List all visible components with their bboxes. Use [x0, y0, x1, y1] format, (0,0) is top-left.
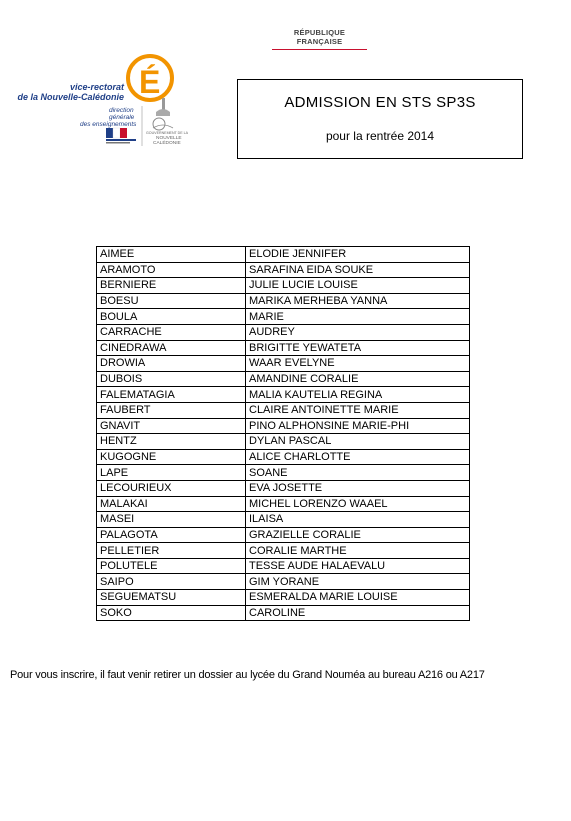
table-row	[97, 340, 470, 356]
student-last-name: PALAGOTA	[97, 527, 246, 543]
student-first-names: MARIE	[246, 309, 470, 325]
student-list-table	[96, 246, 470, 621]
table-row	[97, 324, 470, 340]
table-row	[97, 309, 470, 325]
table-row	[97, 278, 470, 294]
student-last-name: AIMEE	[97, 247, 246, 263]
table-row	[97, 496, 470, 512]
logo-province-line2: NOUVELLE	[156, 136, 182, 141]
student-last-name: POLUTELE	[97, 558, 246, 574]
student-first-names: TESSE AUDE HALAEVALU	[246, 558, 470, 574]
student-first-names: CORALIE MARTHE	[246, 543, 470, 559]
student-last-name: SEGUEMATSU	[97, 590, 246, 606]
student-last-name: MASEI	[97, 512, 246, 528]
student-last-name: LECOURIEUX	[97, 480, 246, 496]
student-first-names: SOANE	[246, 465, 470, 481]
student-first-names: SARAFINA EIDA SOUKE	[246, 262, 470, 278]
logo-vice-rectorat-line1: vice-rectorat	[69, 82, 124, 92]
logo-vice-rectorat-line2: de la Nouvelle-Calédonie	[17, 92, 124, 102]
table-row	[97, 590, 470, 606]
student-last-name: BOULA	[97, 309, 246, 325]
table-row	[97, 558, 470, 574]
student-first-names: AUDREY	[246, 324, 470, 340]
student-first-names: PINO ALPHONSINE MARIE-PHI	[246, 418, 470, 434]
table-row	[97, 465, 470, 481]
student-last-name: SOKO	[97, 605, 246, 621]
student-first-names: CLAIRE ANTOINETTE MARIE	[246, 402, 470, 418]
student-last-name: LAPE	[97, 465, 246, 481]
student-last-name: CINEDRAWA	[97, 340, 246, 356]
table-row	[97, 293, 470, 309]
table-row	[97, 402, 470, 418]
student-last-name: KUGOGNE	[97, 449, 246, 465]
student-last-name: BOESU	[97, 293, 246, 309]
table-row	[97, 418, 470, 434]
student-last-name: DUBOIS	[97, 371, 246, 387]
student-first-names: ESMERALDA MARIE LOUISE	[246, 590, 470, 606]
student-first-names: ILAISA	[246, 512, 470, 528]
table-row	[97, 387, 470, 403]
student-first-names: AMANDINE CORALIE	[246, 371, 470, 387]
student-last-name: SAIPO	[97, 574, 246, 590]
logo-direction-line2: générale	[109, 114, 135, 121]
title-box	[237, 79, 523, 159]
student-last-name: PELLETIER	[97, 543, 246, 559]
logo-direction-line1: direction	[109, 107, 134, 114]
student-last-name: HENTZ	[97, 434, 246, 450]
student-first-names: CAROLINE	[246, 605, 470, 621]
student-first-names: MARIKA MERHEBA YANNA	[246, 293, 470, 309]
vice-rectorat-logo	[17, 48, 192, 152]
table-row	[97, 434, 470, 450]
emblem-letter: É	[139, 64, 161, 100]
student-last-name: FAUBERT	[97, 402, 246, 418]
logo-province-line3: CALÉDONIE	[153, 141, 181, 146]
page-title: ADMISSION EN STS SP3S	[284, 94, 476, 111]
student-first-names: BRIGITTE YEWATETA	[246, 340, 470, 356]
table-row	[97, 543, 470, 559]
student-last-name: GNAVIT	[97, 418, 246, 434]
student-last-name: DROWIA	[97, 356, 246, 372]
table-row	[97, 371, 470, 387]
student-first-names: ALICE CHARLOTTE	[246, 449, 470, 465]
table-row	[97, 262, 470, 278]
student-first-names: EVA JOSETTE	[246, 480, 470, 496]
vice-rectorat-emblem-icon	[17, 48, 192, 152]
logo-province-line1: GOUVERNEMENT DE LA	[146, 131, 189, 135]
student-first-names: JULIE LUCIE LOUISE	[246, 278, 470, 294]
table-row	[97, 480, 470, 496]
student-first-names: MALIA KAUTELIA REGINA	[246, 387, 470, 403]
table-row	[97, 512, 470, 528]
registration-instructions: Pour vous inscrire, il faut venir retirer un dossier au lycée du Grand Nouméa au bureau A216 ou A217	[10, 669, 485, 681]
student-first-names: MICHEL LORENZO WAAEL	[246, 496, 470, 512]
table-row	[97, 605, 470, 621]
student-last-name: BERNIERE	[97, 278, 246, 294]
table-row	[97, 449, 470, 465]
republique-francaise-banner: RÉPUBLIQUE FRANÇAISE	[272, 28, 367, 50]
table-row	[97, 574, 470, 590]
student-list-body	[97, 247, 470, 621]
student-first-names: ELODIE JENNIFER	[246, 247, 470, 263]
student-first-names: GIM YORANE	[246, 574, 470, 590]
student-last-name: FALEMATAGIA	[97, 387, 246, 403]
table-row	[97, 247, 470, 263]
page-subtitle: pour la rentrée 2014	[325, 129, 435, 143]
student-last-name: ARAMOTO	[97, 262, 246, 278]
table-row	[97, 527, 470, 543]
table-row	[97, 356, 470, 372]
student-last-name: CARRACHE	[97, 324, 246, 340]
student-first-names: GRAZIELLE CORALIE	[246, 527, 470, 543]
student-last-name: MALAKAI	[97, 496, 246, 512]
student-first-names: WAAR EVELYNE	[246, 356, 470, 372]
logo-direction-line3: des enseignements	[80, 121, 137, 128]
student-first-names: DYLAN PASCAL	[246, 434, 470, 450]
